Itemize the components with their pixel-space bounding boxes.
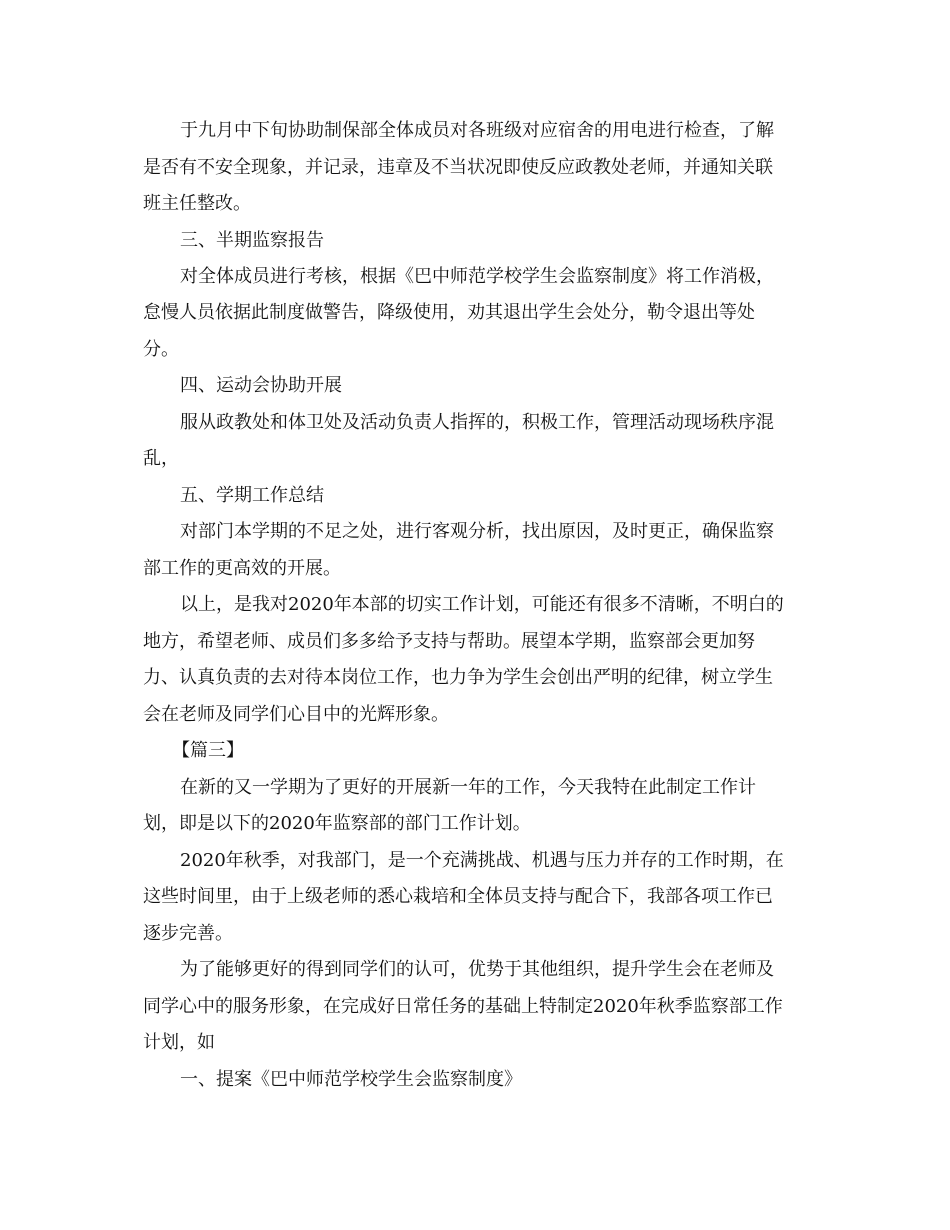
paragraph-line: 怠慢人员依据此制度做警告，降级使用，劝其退出学生会处分，勒令退出等处	[143, 302, 755, 323]
section-heading: 四、运动会协助开展	[180, 375, 342, 396]
paragraph-line: 会在老师及同学们心目中的光辉形象。	[143, 704, 449, 725]
paragraph-line: 划，即是以下的2020年监察部的部门工作计划。	[143, 813, 531, 834]
section-heading: 五、学期工作总结	[180, 485, 324, 506]
paragraph-line: 以上，是我对2020年本部的切实工作计划，可能还有很多不清晰，不明白的	[180, 594, 784, 615]
paragraph-line: 对部门本学期的不足之处，进行客观分析，找出原因，及时更正，确保监察	[180, 521, 774, 542]
paragraph-line: 分。	[143, 339, 179, 360]
paragraph-line: 力、认真负责的去对待本岗位工作，也力争为学生会创出严明的纪律，树立学生	[143, 667, 773, 688]
paragraph-line: 地方，希望老师、成员们多多给予支持与帮助。展望本学期，监察部会更加努	[143, 631, 755, 652]
paragraph-line: 于九月中下旬协助制保部全体成员对各班级对应宿舍的用电进行检查，了解	[180, 120, 774, 141]
paragraph-line: 在新的又一学期为了更好的开展新一年的工作，今天我特在此制定工作计	[180, 777, 756, 798]
paragraph-line: 班主任整改。	[143, 193, 251, 214]
paragraph-line: 是否有不安全现象，并记录，违章及不当状况即使反应政教处老师，并通知关联	[143, 157, 773, 178]
paragraph-line: 2020年秋季，对我部门，是一个充满挑战、机遇与压力并存的工作时期，在	[180, 850, 784, 871]
paragraph-line: 这些时间里，由于上级老师的悉心栽培和全体员支持与配合下，我部各项工作已	[143, 886, 773, 907]
paragraph-line: 部工作的更高效的开展。	[143, 558, 341, 579]
paragraph-line: 为了能够更好的得到同学们的认可，优势于其他组织，提升学生会在老师及	[180, 959, 774, 980]
paragraph-line: 计划，如	[143, 1032, 215, 1053]
paragraph-line: 逐步完善。	[143, 923, 233, 944]
paragraph-line: 乱，	[143, 448, 179, 469]
paragraph-line: 服从政教处和体卫处及活动负责人指挥的，积极工作，管理活动现场秩序混	[180, 412, 774, 433]
paragraph-line: 对全体成员进行考核，根据《巴中师范学校学生会监察制度》将工作消极，	[180, 266, 774, 287]
chapter-heading: 【篇三】	[172, 740, 244, 761]
paragraph-line: 同学心中的服务形象，在完成好日常任务的基础上特制定2020年秋季监察部工作	[143, 996, 783, 1017]
section-heading: 一、提案《巴中师范学校学生会监察制度》	[180, 1069, 522, 1090]
section-heading: 三、半期监察报告	[180, 230, 324, 251]
